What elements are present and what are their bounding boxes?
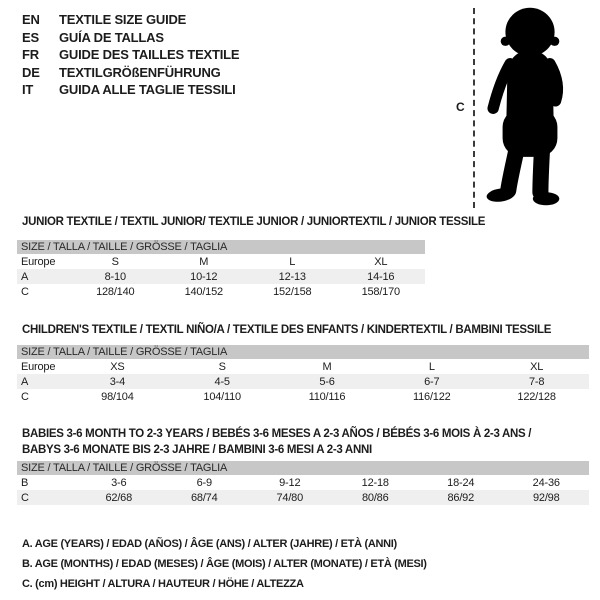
- size-header-label: SIZE / TALLA / TAILLE / GRÖSSE / TAGLIA: [17, 240, 425, 254]
- value-cell: 6-7: [424, 375, 440, 388]
- value-cell: 98/104: [101, 390, 134, 403]
- language-code: IT: [22, 82, 34, 98]
- value-cell: 80/86: [361, 491, 389, 504]
- table-row-height: [17, 389, 589, 404]
- babies-size-table: [17, 461, 589, 505]
- value-cell: 62/68: [105, 491, 133, 504]
- value-cell: 7-8: [528, 375, 545, 388]
- children-size-table: [17, 345, 589, 404]
- row-label: A: [21, 270, 29, 283]
- value-cell: 8-10: [104, 270, 126, 283]
- size-cell: M: [199, 255, 209, 268]
- value-cell: 12-18: [361, 476, 389, 489]
- size-header-bar: [17, 345, 589, 359]
- value-cell: 122/128: [517, 390, 556, 403]
- language-label: TEXTILGRÖßENFÜHRUNG: [59, 64, 221, 80]
- value-cell: 92/98: [532, 491, 560, 504]
- value-cell: 152/158: [273, 285, 312, 298]
- language-label: TEXTILE SIZE GUIDE: [59, 12, 187, 28]
- table-row-age-months: [17, 475, 589, 490]
- size-cell: S: [218, 360, 226, 373]
- legend-line-c: C. (cm) HEIGHT / ALTURA / HAUTEUR / HÖHE / ALTEZZA: [22, 578, 304, 590]
- baby-figure: [440, 0, 600, 215]
- value-cell: 116/122: [413, 390, 451, 403]
- value-cell: 9-12: [279, 476, 301, 489]
- table-row-europe: [17, 359, 589, 374]
- value-cell: 104/110: [203, 390, 241, 403]
- row-label: A: [21, 375, 29, 388]
- size-cell: L: [428, 360, 435, 373]
- value-cell: 4-5: [214, 375, 230, 388]
- row-label: Europe: [21, 360, 56, 373]
- value-cell: 14-16: [367, 270, 395, 283]
- value-cell: 74/80: [276, 491, 304, 504]
- size-header-label: SIZE / TALLA / TAILLE / GRÖSSE / TAGLIA: [17, 461, 589, 475]
- language-guide-header: [22, 11, 239, 99]
- language-row: [22, 64, 239, 82]
- value-cell: 158/170: [361, 285, 400, 298]
- language-label: GUÍA DE TALLAS: [59, 29, 164, 45]
- value-cell: 6-9: [196, 476, 212, 489]
- size-cell: XS: [110, 360, 125, 373]
- row-label: B: [21, 476, 29, 489]
- children-table-title: CHILDREN'S TEXTILE / TEXTIL NIÑO/A / TEXTILE DES ENFANTS / KINDERTEXTIL / BAMBINI TESSILE: [22, 324, 552, 336]
- value-cell: 24-36: [532, 476, 560, 489]
- size-cell: M: [322, 360, 332, 373]
- height-measure-line: [473, 8, 475, 208]
- size-header-label: SIZE / TALLA / TAILLE / GRÖSSE / TAGLIA: [17, 345, 589, 359]
- size-header-bar: [17, 240, 425, 254]
- language-code: FR: [22, 47, 39, 63]
- table-row-europe: [17, 254, 425, 269]
- table-row-height: [17, 490, 589, 505]
- language-code: DE: [22, 64, 40, 80]
- table-row-age: [17, 374, 589, 389]
- measurement-legend: [22, 534, 427, 594]
- language-code: EN: [22, 12, 40, 28]
- size-cell: XL: [374, 255, 388, 268]
- table-row-age: [17, 269, 425, 284]
- baby-silhouette-icon: [478, 4, 582, 209]
- language-row: [22, 11, 239, 29]
- row-label: C: [21, 491, 29, 504]
- legend-line-a: A. AGE (YEARS) / EDAD (AÑOS) / ÂGE (ANS) / ALTER (JAHRE) / ETÀ (ANNI): [22, 538, 397, 550]
- language-row: [22, 46, 239, 64]
- legend-line-b: B. AGE (MONTHS) / EDAD (MESES) / ÂGE (MOIS) / ALTER (MONATE) / ETÀ (MESI): [22, 558, 427, 570]
- value-cell: 5-6: [319, 375, 335, 388]
- language-row: [22, 29, 239, 47]
- measure-label-c: C: [456, 100, 465, 114]
- value-cell: 140/152: [184, 285, 223, 298]
- babies-title-line2: BABYS 3-6 MONATE BIS 2-3 JAHRE / BAMBINI 3-6 MESI A 2-3 ANNI: [22, 444, 372, 456]
- row-label: C: [21, 390, 29, 403]
- row-label: Europe: [21, 255, 56, 268]
- babies-title-line1: BABIES 3-6 MONTH TO 2-3 YEARS / BEBÉS 3-6 MESES A 2-3 AÑOS / BÉBÉS 3-6 MOIS À 2-3 ANS /: [22, 428, 532, 440]
- babies-table-title: [22, 426, 587, 458]
- junior-size-table: [17, 240, 425, 299]
- junior-table-title: JUNIOR TEXTILE / TEXTIL JUNIOR/ TEXTILE JUNIOR / JUNIORTEXTIL / JUNIOR TESSILE: [22, 216, 486, 228]
- value-cell: 86/92: [447, 491, 475, 504]
- value-cell: 10-12: [190, 270, 218, 283]
- row-label: C: [21, 285, 29, 298]
- value-cell: 128/140: [96, 285, 135, 298]
- language-label: GUIDE DES TAILLES TEXTILE: [59, 47, 240, 63]
- size-cell: S: [111, 255, 119, 268]
- table-row-height: [17, 284, 425, 299]
- value-cell: 18-24: [447, 476, 475, 489]
- size-header-bar: [17, 461, 589, 475]
- value-cell: 3-6: [111, 476, 127, 489]
- language-label: GUIDA ALLE TAGLIE TESSILI: [59, 82, 236, 98]
- language-code: ES: [22, 29, 39, 45]
- value-cell: 68/74: [190, 491, 218, 504]
- value-cell: 110/116: [308, 390, 346, 403]
- value-cell: 3-4: [109, 375, 126, 388]
- value-cell: 12-13: [278, 270, 306, 283]
- language-row: [22, 81, 239, 99]
- size-cell: XL: [530, 360, 544, 373]
- size-cell: L: [289, 255, 296, 268]
